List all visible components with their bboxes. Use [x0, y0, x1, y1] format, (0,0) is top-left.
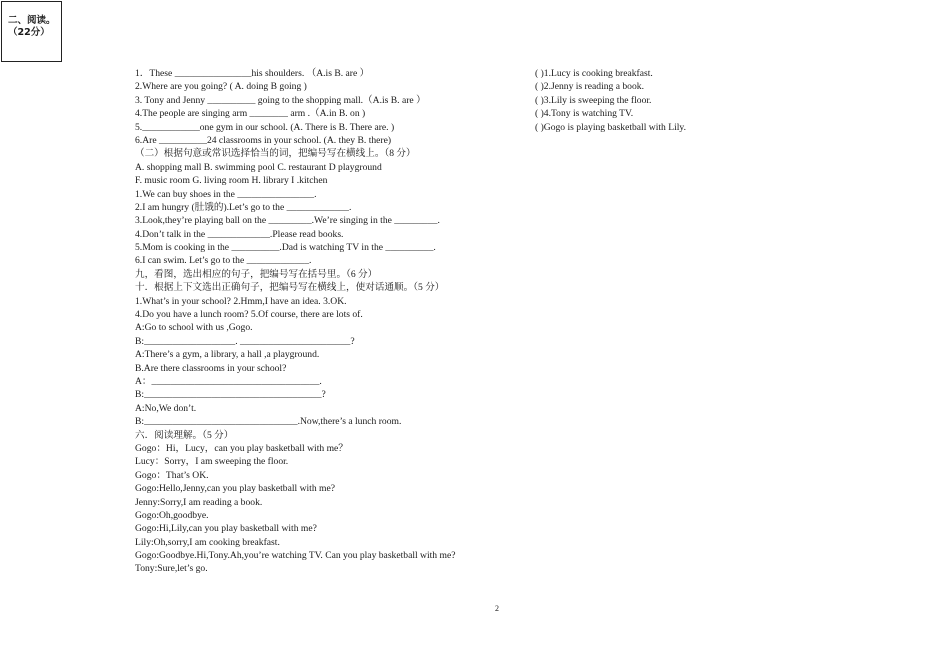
exercise-line: 4.The people are singing arm ________ arm .（A.in B. on )	[135, 108, 366, 120]
exercise-line: Gogo：Hi，Lucy，can you play basketball with me？	[135, 442, 348, 454]
exercise-line: Gogo:Hello,Jenny,can you play basketball with me?	[135, 483, 335, 495]
exercise-line: A:No,We don’t.	[135, 402, 197, 414]
exercise-line: Gogo:Oh,goodbye.	[135, 509, 209, 521]
exercise-line: B.Are there classrooms in your school?	[135, 362, 287, 374]
exercise-line: Tony:Sure,let’s go.	[135, 563, 208, 575]
exercise-line: 4.Do you have a lunch room? 5.Of course, there are lots of.	[135, 309, 363, 321]
exercise-line: 2.Where are you going? ( A. doing B going )	[135, 81, 307, 93]
exercise-line: 6.Are __________24 classrooms in your school. (A. they B. there)	[135, 134, 392, 146]
exercise-line: Jenny:Sorry,I am reading a book.	[135, 496, 263, 508]
exercise-line: B:___________________. _______________________?	[135, 335, 355, 347]
judge-item: ( )2.Jenny is reading a book.	[535, 81, 644, 93]
exercise-line: 六．阅读理解。（5 分）	[135, 429, 234, 441]
exercise-line: A：___________________________________.	[135, 375, 322, 387]
section-score: （22分）	[8, 27, 50, 38]
exercise-line: 九，看图，选出相应的句子，把编号写在括号里。（6 分）	[135, 268, 378, 280]
exercise-line: A:Go to school with us ,Gogo.	[135, 322, 253, 334]
exercise-line: 3.Look,they’re playing ball on the _________.We’re singing in the _________.	[135, 215, 440, 227]
exercise-line: 1．These ________________his shoulders. （A.is B. are ）	[135, 68, 370, 79]
exercise-line: A:There’s a gym, a library, a hall ,a playground.	[135, 349, 320, 361]
exercise-line: B:_____________________________________?	[135, 389, 326, 401]
exercise-line: 1.What’s in your school? 2.Hmm,I have an idea. 3.OK.	[135, 295, 347, 307]
exercise-line: Gogo:Hi,Lily,can you play basketball with me?	[135, 523, 317, 535]
exercise-line: Lily:Oh,sorry,I am cooking breakfast.	[135, 536, 280, 548]
page-number: 2	[495, 604, 499, 613]
exercise-line: 1.We can buy shoes in the ________________.	[135, 188, 317, 200]
exercise-line: 十．根据上下文选出正确句子，把编号写在横线上，使对话通顺。（5 分）	[135, 282, 445, 294]
judge-item: ( )Gogo is playing basketball with Lily.	[535, 121, 686, 133]
right-column-true-false	[535, 67, 755, 134]
judge-item: ( )1.Lucy is cooking breakfast.	[535, 68, 653, 79]
exercise-line: A. shopping mall B. swimming pool C. restaurant D playground	[135, 161, 382, 173]
exercise-line: 6.I can swim. Let’s go to the _____________.	[135, 255, 312, 267]
exercise-line: F. music room G. living room H. library I .kitchen	[135, 175, 328, 187]
exercise-line: Gogo：That’s OK.	[135, 469, 209, 481]
judge-item: ( )3.Lily is sweeping the floor.	[535, 94, 652, 106]
exercise-line: 5.____________one gym in our school. (A. There is B. There are. )	[135, 121, 395, 133]
exercise-line: 3. Tony and Jenny __________ going to the shopping mall.（A.is B. are ）	[135, 94, 426, 106]
exercise-line: Lucy：Sorry，I am sweeping the floor.	[135, 456, 289, 468]
exercise-line: 4.Don’t talk in the _____________.Please read books.	[135, 228, 344, 240]
section-header-box	[1, 1, 62, 62]
exercise-line: 5.Mom is cooking in the __________.Dad is watching TV in the __________.	[135, 242, 436, 254]
left-column-exercises	[135, 67, 467, 576]
exercise-line: B:________________________________.Now,there’s a lunch room.	[135, 416, 402, 428]
exercise-line: 2.I am hungry (肚饿的).Let’s go to the _____________.	[135, 201, 352, 213]
section-title: 二、阅读。	[8, 15, 56, 26]
exercise-line: （二）根据句意或常识选择恰当的词，把编号写在横线上。（8 分）	[135, 148, 416, 160]
exercise-line: Gogo:Goodbye.Hi,Tony.Ah,you’re watching TV. Can you play basketball with me?	[135, 550, 456, 562]
judge-item: ( )4.Tony is watching TV.	[535, 108, 634, 120]
